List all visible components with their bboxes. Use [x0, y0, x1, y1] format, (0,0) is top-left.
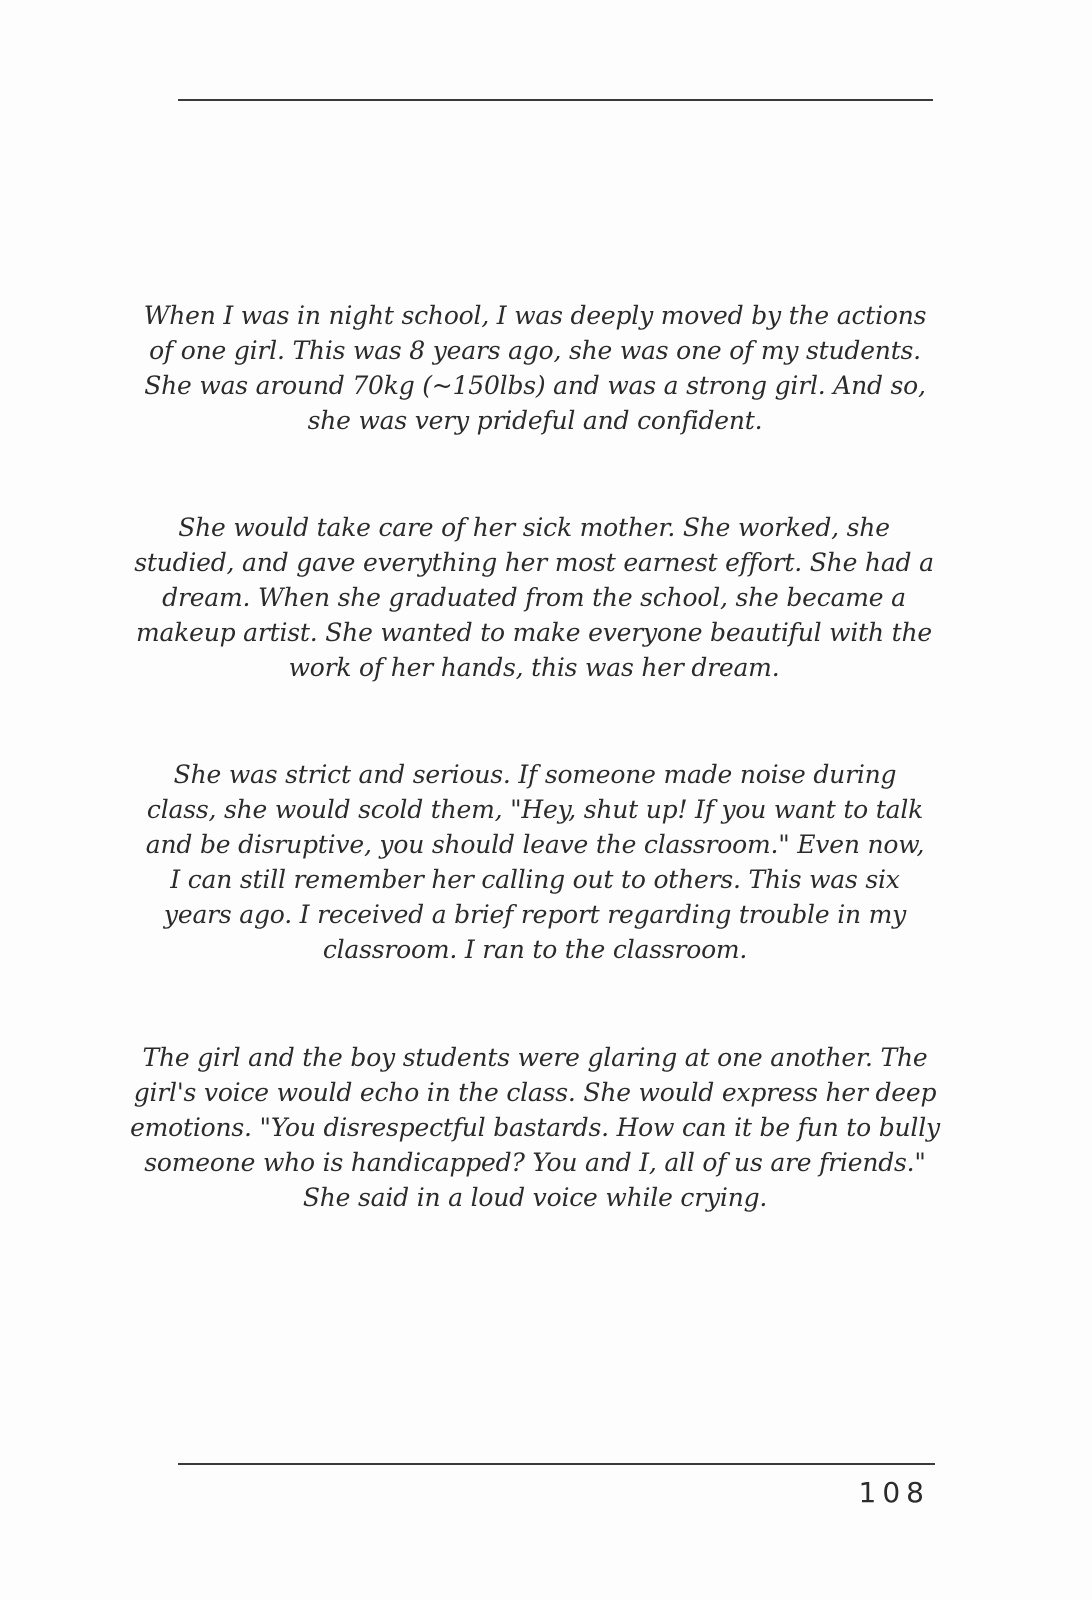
- paragraph-4: The girl and the boy students were glaring at one another. The girl's voice would echo in the class. She would express her deep emotions. "You disrespectful bastards. How can it be fun to bully someone who is handicapped? You and I, all of us are friends." She said in a loud voice while crying.: [130, 1043, 940, 1212]
- bottom-rule: [178, 1463, 935, 1465]
- paragraph-2: She would take care of her sick mother. She worked, she studied, and gave everything her most earnest effort. She had a dream. When she graduated from the school, she became a makeup artist. She wanted to make everyone beautiful with the work of her hands, this was her dream.: [134, 513, 934, 682]
- page-number: 108: [858, 1476, 930, 1509]
- top-rule: [178, 99, 933, 101]
- paragraph-3: She was strict and serious. If someone made noise during class, she would scold them, "Hey, shut up! If you want to talk and be disruptive, you should leave the classroom." Even now, I can still remember her calling out to others. This was six years ago. I received a brief report regarding trouble in my classroom. I ran to the classroom.: [145, 760, 925, 964]
- paragraph-1: When I was in night school, I was deeply moved by the actions of one girl. This was 8 years ago, she was one of my students. She was around 70kg (~150lbs) and was a strong girl. And so, she was very prideful and confident.: [143, 301, 927, 435]
